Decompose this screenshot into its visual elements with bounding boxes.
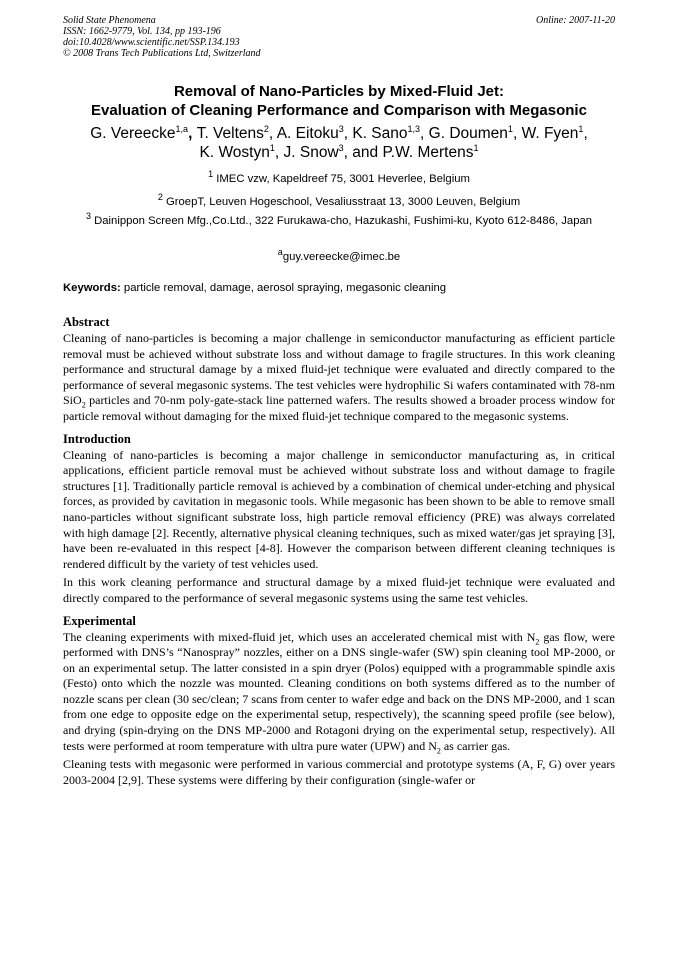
experimental-subscript-1: 2 xyxy=(535,636,540,646)
experimental-text-a: The cleaning experiments with mixed-fluid jet, which uses an accelerated chemical mist with N xyxy=(63,629,536,644)
author-sep: , xyxy=(512,125,522,142)
author-sep: , xyxy=(420,125,429,142)
affiliation-2 xyxy=(60,192,618,210)
author-name: G. Doumen xyxy=(428,125,508,142)
affiliation-text: Dainippon Screen Mfg.,Co.Ltd., 322 Furukawa-cho, Hazukashi, Fushimi-ku, Kyoto 612-8486, Japan xyxy=(94,215,593,227)
experimental-text-b: gas flow, were performed with DNS’s “Nanospray” nozzles, either on a DNS single-wafer (SW) spin cleaning tool MP-2000, or on an experimental setup. The latter consisted in a spin dryer (Polos) equipped with a programmable spindle axis (Festo) onto which the nozzle was mounted. Cleaning conditions on both systems differed as to the number of nozzle scans per clean (30 sec/clean; 7 scans from center to wafer edge and back on the DNS MP-2000, and 1 scan from one edge to opposite edge on the experimental setup, respectively), the scanning speed profile (see below), and drying (spin-drying on the DNS MP-2000 and Rotagoni drying on the experimental setup, respectively). All tests were performed at room temperature with ultra pure water (UPW) and N xyxy=(63,629,615,753)
author-sup: 1 xyxy=(578,123,584,134)
author-sep: , xyxy=(583,125,588,142)
author-sup: 1,3 xyxy=(407,123,421,134)
experimental-para-1 xyxy=(63,630,615,755)
author-sep: , xyxy=(188,125,197,142)
author-sep: , xyxy=(268,125,277,142)
author-sup: 1 xyxy=(507,123,513,134)
affiliation-1 xyxy=(60,169,618,187)
author-sup: 3 xyxy=(338,142,344,153)
introduction-para-2: In this work cleaning performance and structural damage by a mixed fluid-jet technique were evaluated and directly compared to the performance of several megasonic systems using the same test vehicles. xyxy=(63,575,615,605)
abstract-heading: Abstract xyxy=(63,315,110,329)
title-line-1: Removal of Nano-Particles by Mixed-Fluid Jet: xyxy=(173,83,505,100)
author-sep: , and xyxy=(343,144,383,161)
affiliation-text: GroepT, Leuven Hogeschool, Vesaliusstraat 13, 3000 Leuven, Belgium xyxy=(165,196,521,208)
author-sep: , xyxy=(343,125,353,142)
author-sup: 3 xyxy=(338,123,344,134)
introduction-heading: Introduction xyxy=(63,431,131,446)
author-name: P.W. Mertens xyxy=(382,144,474,161)
experimental-heading: Experimental xyxy=(63,613,136,628)
journal-name: Solid State Phenomena xyxy=(63,15,156,26)
journal-doi: doi:10.4028/www.scientific.net/SSP.134.193 xyxy=(63,37,240,48)
title-line-2: Evaluation of Cleaning Performance and Comparison with Megasonic xyxy=(91,102,587,119)
author-name: W. Fyen xyxy=(521,125,579,142)
keywords xyxy=(63,281,623,295)
abstract-text xyxy=(63,331,615,425)
author-sup: 1 xyxy=(269,142,275,153)
author-name: T. Veltens xyxy=(196,125,264,142)
author-email xyxy=(60,247,618,265)
author-name: J. Snow xyxy=(283,144,339,161)
paper-title xyxy=(40,82,638,120)
experimental-para-2: Cleaning tests with megasonic were performed in various commercial and prototype systems (A, F, G) over years 2003-2004 [2,9]. These systems were differing by their configuration (single-wafer or xyxy=(63,757,615,787)
author-line-1 xyxy=(40,124,638,143)
author-list xyxy=(40,124,638,162)
affiliation-text: IMEC vzw, Kapeldreef 75, 3001 Heverlee, Belgium xyxy=(216,173,470,185)
online-date: Online: 2007-11-20 xyxy=(536,15,615,26)
affiliation-sup: 2 xyxy=(157,192,163,203)
affiliation-sup: a xyxy=(277,247,283,258)
affiliation-3 xyxy=(60,211,618,229)
introduction-para-1: Cleaning of nano-particles is becoming a major challenge in semiconductor manufacturing as, in critical applications, efficient particle removal must be achieved without substrate loss and without damage to fragile structures [1]. Traditionally particle removal is achieved by a combination of chemical under-etching and physical forces, as provided by cavitation in megasonic tools. While megasonic has been shown to be able to remove small nano-particles without significant substrate loss, high particle removal efficiency (PRE) was always correlated with high damage [2]. Recently, alternative physical cleaning techniques, such as mixed water/gas jet spraying [3], have been re-evaluated in this respect [4-8]. However the comparison between different cleaning techniques is rendered difficult by the variety of test vehicles used. xyxy=(63,447,615,571)
author-name: A. Eitoku xyxy=(276,125,339,142)
author-sup: 2 xyxy=(263,123,269,134)
email-text: guy.vereecke@imec.be xyxy=(282,251,401,263)
author-line-2 xyxy=(40,143,638,162)
abstract-text-a: Cleaning of nano-particles is becoming a major challenge in semiconductor manufacturing as efficient particle removal must be achieved without substrate loss and without damage to fragile structures. In this work cleaning performance and structural damage by a mixed fluid-jet technique were evaluated and directly compared to the performance of several megasonic systems. The test vehicles were hydrophilic Si wafers contaminated with 78-nm SiO xyxy=(63,331,615,408)
author-sup: 1,a xyxy=(175,123,189,134)
abstract-text-b: particles and 70-nm poly-gate-stack line patterned wafers. The results showed a broader process window for particle removal without damaging for the mixed fluid-jet technique compared to the megasonic systems. xyxy=(63,393,615,423)
author-sep: , xyxy=(274,144,284,161)
paper-body xyxy=(63,314,615,788)
journal-issn: ISSN: 1662-9779, Vol. 134, pp 193-196 xyxy=(63,26,221,37)
affiliation-sup: 3 xyxy=(85,211,91,222)
abstract-subscript: 2 xyxy=(81,400,86,410)
journal-header xyxy=(63,15,261,59)
author-sup: 1 xyxy=(473,142,479,153)
keywords-text: particle removal, damage, aerosol spraying, megasonic cleaning xyxy=(123,282,447,294)
author-name: K. Wostyn xyxy=(199,144,270,161)
keywords-label: Keywords: xyxy=(63,282,121,294)
experimental-subscript-2: 2 xyxy=(436,746,441,756)
author-name: G. Vereecke xyxy=(90,125,176,142)
experimental-text-c: as carrier gas. xyxy=(440,738,511,753)
journal-copyright: © 2008 Trans Tech Publications Ltd, Switzerland xyxy=(63,48,261,59)
affiliation-sup: 1 xyxy=(208,169,214,180)
author-name: K. Sano xyxy=(352,125,408,142)
